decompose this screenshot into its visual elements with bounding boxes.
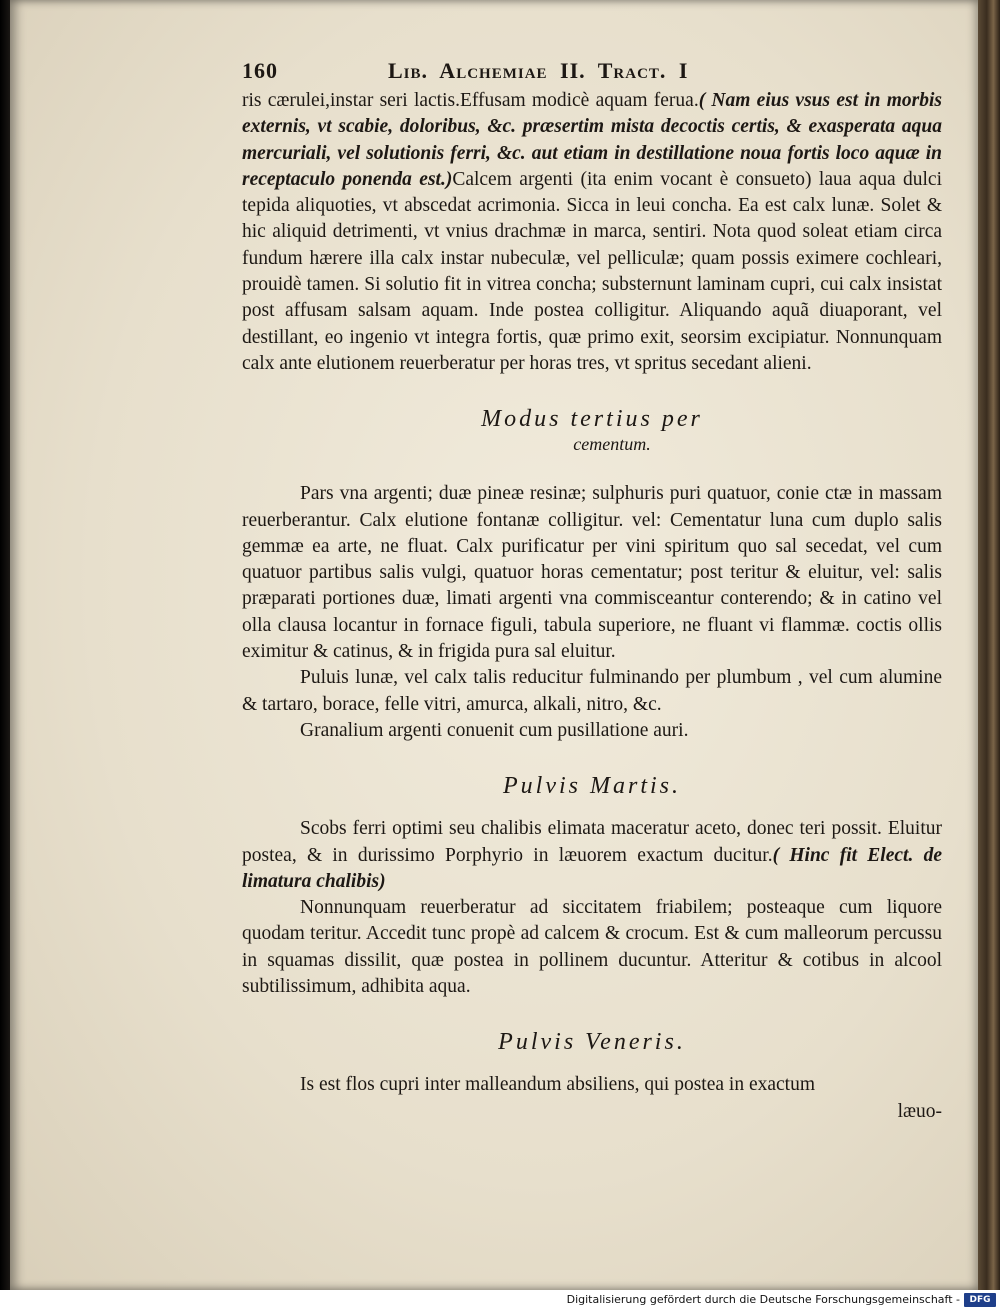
page-header	[242, 58, 942, 88]
italic-note: ( Nam eius vsus est in morbis externis, vt scabie, doloribus, &c. præsertim mista decoctis certis, & exasperata aqua mercuriali, vel solutionis ferri, &c. aut etiam in destillatione noua fortis loco aquæ in receptaculo ponenda est.)	[242, 90, 942, 190]
paragraph-pars-vna: Pars vna argenti; duæ pineæ resinæ; sulphuris puri quatuor, conie ctæ in massam reuerberantur. Calx elutione fontanæ colligitur. vel: Cementatur luna cum duplo salis gemmæ ea arte, ne fluat. Calx purificatur per vini spiritum quo sal secedat, vel cum quatuor partibus salis vulgi, quatuor horas cementatur; post teritur & eluitur, vel: salis præparati portiones duæ, limati argenti vna commisceantur conterendo; & in catino vel olla clausa locantur in fornace figuli, tabula superiore, ne fluant vi flammæ. coctis ollis eximitur & catinus, & in frigida pura sal eluitur.	[242, 483, 942, 663]
paragraph-granalium: Granalium argenti conuenit cum pusillatione auri.	[300, 719, 689, 741]
paragraph-text: ris cærulei,instar seri lactis.Effusam modicè aquam ferua.	[242, 90, 699, 111]
paragraph-scobs-ferri	[242, 816, 942, 895]
catchword: læuo-	[897, 1100, 942, 1122]
dfg-logo: DFG	[964, 1293, 996, 1307]
section-title-pulvis-martis: Pulvis Martis.	[503, 773, 681, 800]
section-title-pulvis-veneris: Pulvis Veneris.	[498, 1029, 686, 1056]
paragraph-calx-lunae	[242, 88, 942, 377]
book-page	[10, 0, 978, 1290]
paragraph-puluis-lunae: Puluis lunæ, vel calx talis reducitur fulminando per plumbum , vel cum alumine & tartaro, borace, felle vitri, amurca, alkali, nitro, &c.	[242, 667, 942, 715]
section-title-modus-tertius: Modus tertius per	[481, 406, 703, 433]
text-block	[242, 58, 942, 1125]
digitization-footer	[0, 1290, 1000, 1310]
running-head: Lib. Alchemiae II. Tract. I	[388, 58, 689, 83]
section-subtitle-cementum: cementum.	[573, 434, 651, 455]
footer-credit: Digitalisierung gefördert durch die Deutsche Forschungsgemeinschaft -	[566, 1293, 960, 1306]
paragraph-nonnunquam: Nonnunquam reuerberatur ad siccitatem friabilem; posteaque cum liquore quodam teritur. Accedit tunc propè ad calcem & crocum. Est & cum malleorum percussu in squamas dissilit, quæ postea in pollinem ducuntur. Atteritur & cotibus in alcool subtilissimum, adhibita aqua.	[242, 897, 942, 998]
paragraph-text: Scobs ferri optimi seu chalibis elimata maceratur aceto, donec teri possit. Eluitur postea, & in durissimo Porphyrio in læuorem exactum ducitur.	[242, 818, 942, 866]
book-edge-left	[0, 0, 10, 1290]
page-number: 160	[242, 58, 278, 83]
paragraph-flos-cupri: Is est flos cupri inter malleandum absiliens, qui postea in exactum	[300, 1074, 815, 1096]
book-edge-right	[978, 0, 1000, 1290]
paragraph-text: Calcem argenti (ita enim vocant è consueto) laua aqua dulci tepida aliquoties, vt abscedat acrimonia. Sicca in leui concha. Ea est calx lunæ. Solet & hic aliquid detrimenti, vt vnius drachmæ in marca, sentiri. Nota quod soleat etiam circa fundum hærere illa calx instar nubeculæ, vel pelliculæ; quam possis eximere cochleari, prouidè tamen. Si solutio fit in vitrea concha; substernunt laminam cupri, cui calx insistat post affusam salsam aquam. Inde postea colligitur. Aliquando aquã diuaporant, vel destillant, eo ingenio vt integra fortis, quæ primo exit, seorsim excipiatur. Nonnunquam calx ante elutionem reuerberatur per horas tres, vt spritus secedant alieni.	[242, 168, 942, 374]
italic-note: ( Hinc fit Elect. de limatura chalibis)	[242, 844, 943, 892]
